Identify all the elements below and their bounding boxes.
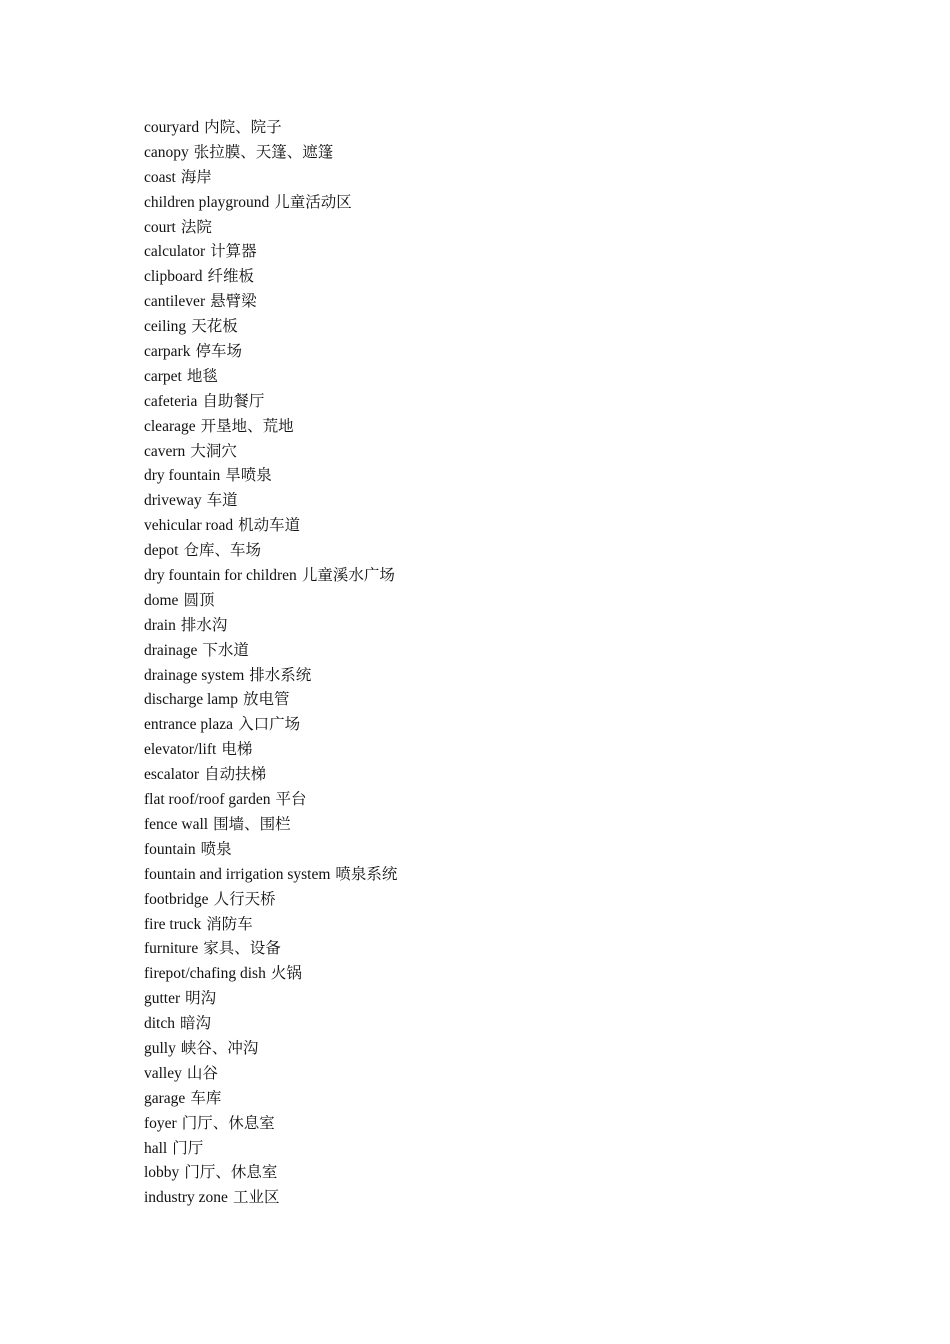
english-term: dome: [144, 591, 179, 609]
english-term: fountain: [144, 840, 196, 858]
chinese-translation: 计算器: [210, 243, 257, 261]
english-term: children playground: [144, 193, 270, 211]
glossary-entry: [144, 191, 397, 216]
english-term: canopy: [144, 143, 189, 161]
glossary-entry: [144, 464, 397, 489]
english-term: firepot/chafing dish: [144, 965, 266, 983]
chinese-translation: 工业区: [232, 1189, 280, 1207]
chinese-translation: 门厅、休息室: [184, 1164, 278, 1182]
chinese-translation: 喷泉: [200, 840, 232, 858]
chinese-translation: 儿童溪水广场: [301, 567, 395, 585]
chinese-translation: 明沟: [185, 990, 217, 1008]
english-term: lobby: [144, 1164, 180, 1182]
glossary-entry: [144, 390, 397, 415]
glossary-entry: [144, 763, 397, 788]
glossary-entry: [144, 240, 397, 265]
english-term: fountain and irrigation system: [144, 865, 331, 883]
chinese-translation: 放电管: [242, 691, 290, 709]
glossary-entry: [144, 514, 397, 539]
chinese-translation: 法院: [180, 218, 212, 236]
english-term: carpark: [144, 343, 191, 361]
english-term: elevator/lift: [144, 741, 217, 759]
english-term: drainage: [144, 641, 198, 659]
chinese-translation: 仓库、车场: [183, 542, 261, 560]
english-term: drainage system: [144, 666, 245, 684]
english-term: cavern: [144, 442, 186, 460]
glossary-entry: [144, 913, 397, 938]
glossary-entry: [144, 1012, 397, 1037]
english-term: furniture: [144, 940, 199, 958]
glossary-entry: [144, 265, 397, 290]
english-term: clearage: [144, 417, 196, 435]
chinese-translation: 下水道: [202, 641, 249, 659]
glossary-list: [144, 116, 397, 1211]
glossary-entry: [144, 788, 397, 813]
chinese-translation: 门厅、休息室: [181, 1114, 275, 1132]
english-term: dry fountain for children: [144, 567, 297, 585]
english-term: cantilever: [144, 293, 206, 311]
chinese-translation: 平台: [275, 791, 307, 809]
english-term: fire truck: [144, 915, 202, 933]
english-term: drain: [144, 616, 176, 634]
glossary-entry: [144, 564, 397, 589]
glossary-entry: [144, 738, 397, 763]
chinese-translation: 家具、设备: [203, 940, 281, 958]
glossary-entry: [144, 937, 397, 962]
glossary-entry: [144, 315, 397, 340]
chinese-translation: 纤维板: [207, 268, 255, 286]
glossary-entry: [144, 962, 397, 987]
english-term: couryard: [144, 119, 200, 136]
chinese-translation: 车道: [206, 492, 238, 510]
english-term: flat roof/roof garden: [144, 791, 271, 809]
english-term: ditch: [144, 1015, 175, 1033]
english-term: calculator: [144, 243, 206, 261]
glossary-entry: [144, 116, 397, 141]
glossary-entry: [144, 415, 397, 440]
chinese-translation: 暗沟: [180, 1015, 212, 1033]
chinese-translation: 儿童活动区: [274, 193, 352, 211]
english-term: depot: [144, 542, 179, 560]
english-term: escalator: [144, 766, 200, 784]
glossary-entry: [144, 589, 397, 614]
glossary-entry: [144, 1062, 397, 1087]
english-term: fence wall: [144, 815, 209, 833]
english-term: carpet: [144, 367, 182, 385]
glossary-entry: [144, 838, 397, 863]
glossary-entry: [144, 813, 397, 838]
glossary-entry: [144, 688, 397, 713]
english-term: garage: [144, 1089, 186, 1107]
chinese-translation: 地毯: [186, 367, 218, 385]
english-term: foyer: [144, 1114, 177, 1132]
glossary-entry: [144, 639, 397, 664]
chinese-translation: 车库: [190, 1089, 222, 1107]
glossary-entry: [144, 1186, 397, 1211]
glossary-entry: [144, 539, 397, 564]
english-term: entrance plaza: [144, 716, 234, 734]
chinese-translation: 海岸: [180, 168, 212, 186]
glossary-entry: [144, 863, 397, 888]
chinese-translation: 自动扶梯: [204, 766, 267, 784]
chinese-translation: 排水系统: [249, 666, 312, 684]
glossary-entry: [144, 440, 397, 465]
chinese-translation: 大洞穴: [190, 442, 237, 460]
chinese-translation: 电梯: [221, 741, 253, 759]
glossary-entry: [144, 664, 397, 689]
chinese-translation: 人行天桥: [213, 890, 276, 908]
chinese-translation: 火锅: [270, 965, 302, 983]
chinese-translation: 悬臂梁: [210, 293, 257, 311]
chinese-translation: 内院、院子: [204, 119, 282, 136]
chinese-translation: 自助餐厅: [202, 392, 265, 410]
english-term: coast: [144, 168, 176, 186]
english-term: gully: [144, 1039, 176, 1057]
glossary-entry: [144, 141, 397, 166]
english-term: valley: [144, 1064, 182, 1082]
chinese-translation: 机动车道: [238, 517, 301, 535]
chinese-translation: 排水沟: [180, 616, 228, 634]
chinese-translation: 山谷: [186, 1064, 218, 1082]
glossary-entry: [144, 166, 397, 191]
chinese-translation: 围墙、围栏: [213, 815, 291, 833]
chinese-translation: 张拉膜、天篷、遮篷: [193, 143, 334, 161]
glossary-entry: [144, 614, 397, 639]
english-term: ceiling: [144, 318, 187, 336]
english-term: gutter: [144, 990, 181, 1008]
glossary-entry: [144, 1137, 397, 1162]
english-term: hall: [144, 1139, 168, 1157]
glossary-entry: [144, 1037, 397, 1062]
glossary-entry: [144, 1161, 397, 1186]
glossary-entry: [144, 713, 397, 738]
chinese-translation: 停车场: [195, 343, 242, 361]
glossary-entry: [144, 888, 397, 913]
glossary-entry: [144, 290, 397, 315]
english-term: footbridge: [144, 890, 209, 908]
glossary-entry: [144, 1087, 397, 1112]
chinese-translation: 圆顶: [183, 591, 215, 609]
english-term: court: [144, 218, 176, 236]
chinese-translation: 开垦地、荒地: [200, 417, 294, 435]
glossary-entry: [144, 1112, 397, 1137]
english-term: vehicular road: [144, 517, 234, 535]
english-term: discharge lamp: [144, 691, 238, 709]
glossary-entry: [144, 489, 397, 514]
glossary-entry: [144, 987, 397, 1012]
chinese-translation: 门厅: [172, 1139, 204, 1157]
english-term: industry zone: [144, 1189, 228, 1207]
english-term: cafeteria: [144, 392, 198, 410]
english-term: clipboard: [144, 268, 203, 286]
chinese-translation: 消防车: [206, 915, 253, 933]
english-term: dry fountain: [144, 467, 221, 485]
glossary-entry: [144, 216, 397, 241]
chinese-translation: 峡谷、冲沟: [180, 1039, 259, 1057]
chinese-translation: 喷泉系统: [335, 865, 398, 883]
chinese-translation: 旱喷泉: [225, 467, 272, 485]
glossary-entry: [144, 340, 397, 365]
glossary-entry: [144, 365, 397, 390]
english-term: driveway: [144, 492, 202, 510]
chinese-translation: 天花板: [191, 318, 238, 336]
chinese-translation: 入口广场: [238, 716, 301, 734]
